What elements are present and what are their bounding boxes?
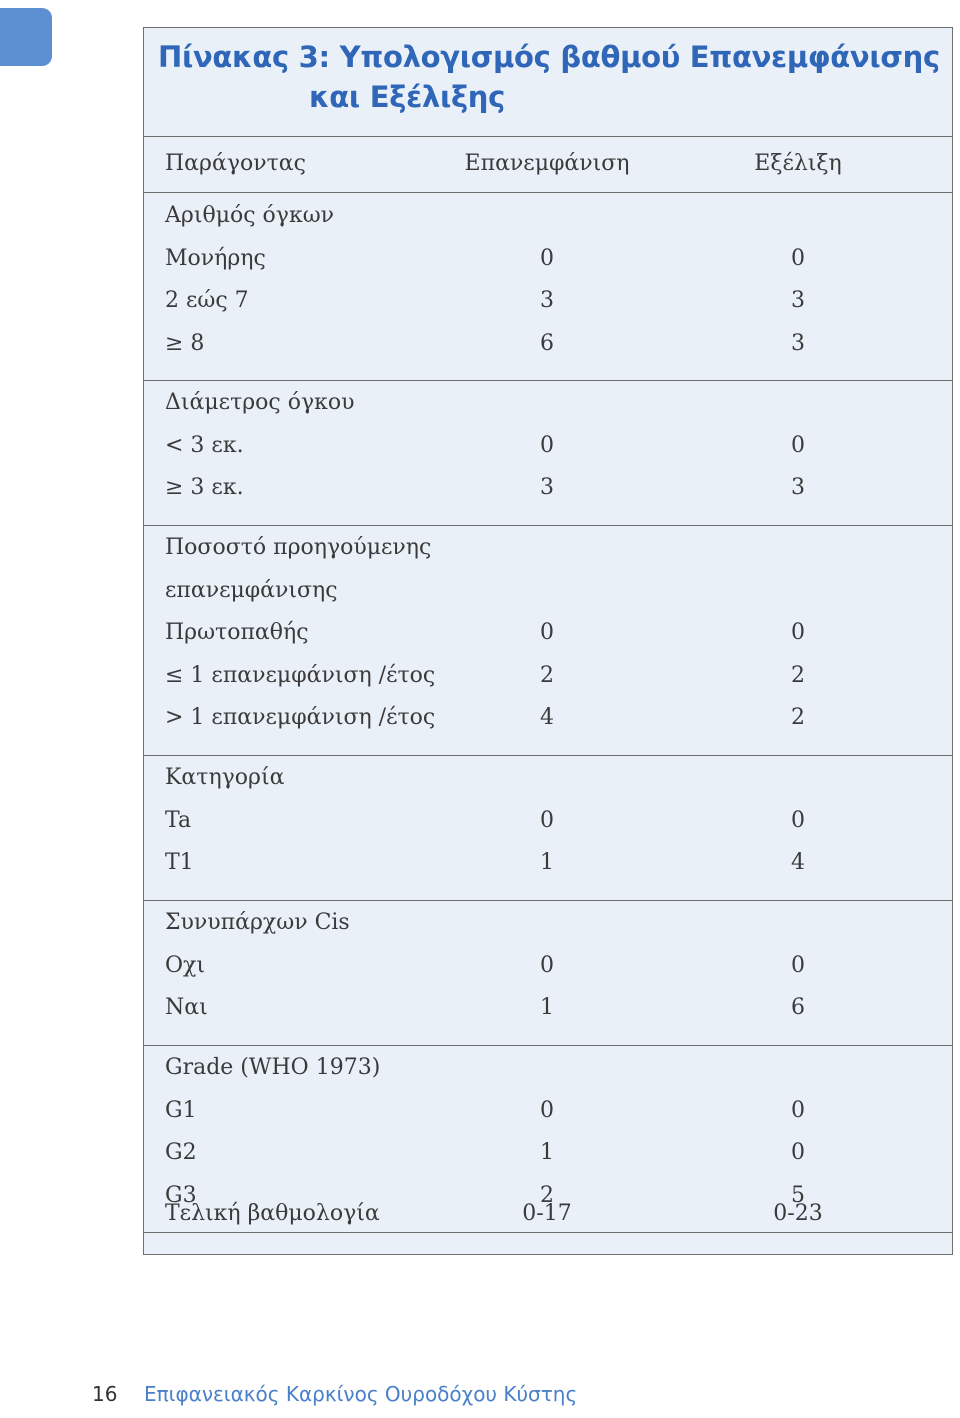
group-title: Grade (WHO 1973) (165, 1055, 381, 1080)
corner-tab (0, 8, 52, 66)
row-label: G3 (165, 1183, 197, 1208)
group-title: Αριθμός όγκων (165, 203, 335, 228)
footer-title: Επιφανειακός Καρκίνος Ουροδόχου Κύστης (144, 1382, 578, 1406)
group-title: Ποσοστό προηγούμενης (165, 535, 432, 560)
row-label: 2 εώς 7 (165, 288, 249, 313)
score-table (143, 27, 953, 1255)
row-label: Πρωτοπαθής (165, 620, 309, 645)
total-label: Τελική βαθμολογία (165, 1201, 380, 1226)
table-group: Κατηγορία Ta 0 0 T1 1 4 (144, 755, 952, 901)
table-group: Διάμετρος όγκου < 3 εκ. 0 0 ≥ 3 εκ. 3 3 (144, 380, 952, 526)
page-footer (92, 1382, 577, 1406)
table-group: Συνυπάρχων Cis Οχι 0 0 Ναι 1 6 (144, 900, 952, 1046)
total-row: Τελική βαθμολογία 0-17 0-23 (165, 1201, 823, 1226)
row-label: Μονήρης (165, 246, 266, 271)
group-title: Κατηγορία (165, 765, 285, 790)
page-number: 16 (92, 1382, 118, 1406)
row-label: Οχι (165, 953, 205, 978)
table-group: Ποσοστό προηγούμενης επανεμφάνισης Πρωτοπαθής 0 0 ≤ 1 επανεμφάνιση /έτος 2 2 > 1 επανεμφάνιση /έτος 4 2 (144, 525, 952, 756)
row-label: G2 (165, 1140, 197, 1165)
table-group: Grade (WHO 1973) G1 0 0 G2 1 0 G3 2 5 (144, 1045, 952, 1233)
row-label: < 3 εκ. (165, 433, 244, 458)
row-label: G1 (165, 1098, 197, 1123)
group-title: Συνυπάρχων Cis (165, 910, 350, 935)
group-title: Διάμετρος όγκου (165, 390, 355, 415)
table-title (144, 28, 952, 137)
table-title-line-2: και Εξέλιξης (309, 80, 506, 114)
group-title-continued: επανεμφάνισης (165, 578, 338, 603)
row-label: Ναι (165, 995, 208, 1020)
row-label: ≤ 1 επανεμφάνιση /έτος (165, 663, 436, 688)
table-header-row: Παράγοντας Επανεμφάνιση Εξέλιξη (144, 136, 952, 193)
table-title-line-1: Πίνακας 3: Υπολογισμός βαθμού Επανεμφάνισης (158, 40, 940, 74)
column-header-factor: Παράγοντας (165, 151, 306, 176)
table-group: Αριθμός όγκων Μονήρης 0 0 2 εώς 7 3 3 ≥ 8 6 3 (144, 193, 952, 381)
row-label: Ta (165, 808, 192, 833)
row-label: T1 (165, 850, 194, 875)
row-label: ≥ 3 εκ. (165, 475, 244, 500)
row-label: ≥ 8 (165, 331, 205, 356)
row-label: > 1 επανεμφάνιση /έτος (165, 705, 436, 730)
